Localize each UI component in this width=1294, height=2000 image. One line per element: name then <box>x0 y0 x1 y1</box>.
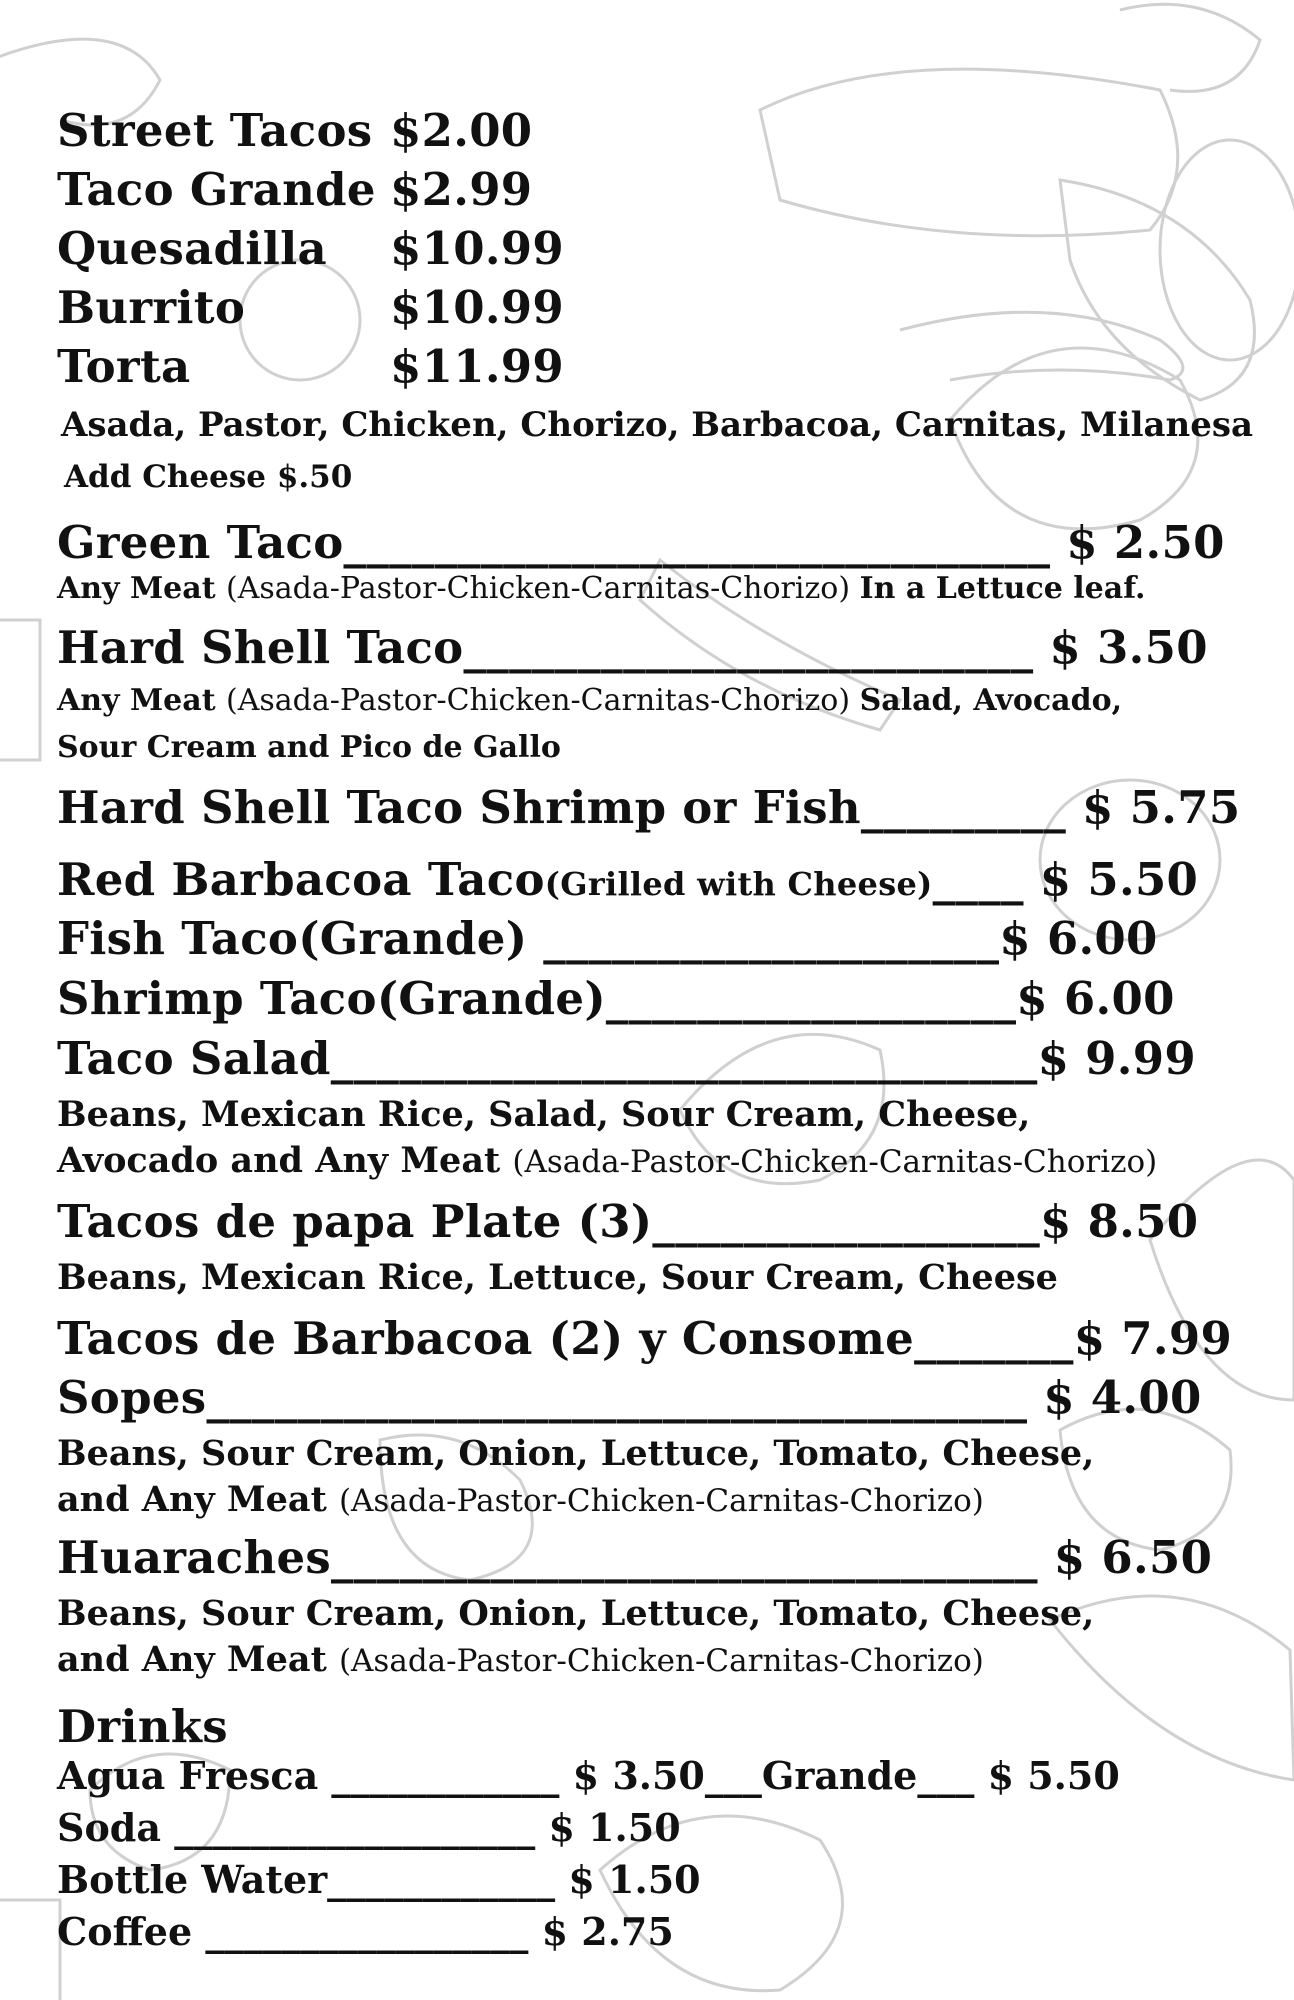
menu-item-name: Torta <box>57 340 191 393</box>
red-barbacoa-title <box>57 853 1199 906</box>
desc-bold: and Any Meat <box>57 1479 339 1520</box>
tacos-papa-title: Tacos de papa Plate (3)_________________$ 8.50 <box>57 1195 1199 1248</box>
item-note: (Grilled with Cheese) <box>544 865 933 903</box>
menu-item-price: $2.99 <box>390 163 533 216</box>
meat-list: (Asada-Pastor-Chicken-Carnitas-Chorizo) <box>338 1643 984 1679</box>
meat-list: (Asada-Pastor-Chicken-Carnitas-Chorizo) <box>226 683 860 718</box>
taco-salad-title: Taco Salad_______________________________$ 9.99 <box>57 1032 1196 1085</box>
hard-shell-description <box>57 683 1123 718</box>
fish-taco-title: Fish Taco(Grande) ____________________$ 6.00 <box>57 912 1158 965</box>
menu-item-price: $10.99 <box>390 222 565 275</box>
sopes-desc-line2 <box>57 1479 984 1520</box>
desc-bold: Any Meat <box>57 571 226 606</box>
green-taco-title: Green Taco_______________________________ $ 2.50 <box>57 516 1225 569</box>
meat-options: Asada, Pastor, Chicken, Chorizo, Barbacoa, Carnitas, Milanesa <box>61 405 1254 445</box>
sopes-title: Sopes____________________________________ $ 4.00 <box>57 1371 1202 1424</box>
drink-item: Soda ___________________ $ 1.50 <box>57 1805 681 1850</box>
item-name: Red Barbacoa Taco <box>57 853 545 906</box>
huaraches-title: Huaraches_______________________________ $ 6.50 <box>57 1531 1213 1584</box>
menu-item-name: Quesadilla <box>57 222 327 275</box>
huaraches-desc-line1: Beans, Sour Cream, Onion, Lettuce, Tomato, Cheese, <box>57 1593 1095 1634</box>
menu-item-price: $10.99 <box>390 281 565 334</box>
desc-bold: Salad, Avocado, <box>859 683 1123 718</box>
taco-salad-desc-line2 <box>57 1140 1158 1181</box>
tacos-barbacoa-title: Tacos de Barbacoa (2) y Consome_______$ 7.99 <box>57 1312 1233 1365</box>
desc-bold: and Any Meat <box>57 1639 339 1680</box>
desc-bold: Any Meat <box>57 683 226 718</box>
desc-bold: In a Lettuce leaf. <box>859 571 1146 606</box>
meat-list: (Asada-Pastor-Chicken-Carnitas-Chorizo) <box>226 571 860 606</box>
menu-item-name: Street Tacos <box>57 104 373 157</box>
menu-item-price: $2.00 <box>390 104 533 157</box>
drink-item: Coffee _________________ $ 2.75 <box>57 1909 674 1954</box>
menu-item-name: Burrito <box>57 281 246 334</box>
huaraches-desc-line2 <box>57 1639 984 1680</box>
hard-shell-shrimp-fish-title: Hard Shell Taco Shrimp or Fish_________ $ 5.75 <box>57 781 1241 834</box>
shrimp-taco-title: Shrimp Taco(Grande)__________________$ 6.00 <box>57 972 1175 1025</box>
tacos-papa-desc: Beans, Mexican Rice, Lettuce, Sour Cream, Cheese <box>57 1257 1058 1298</box>
drinks-heading: Drinks <box>57 1700 228 1753</box>
desc-bold: Avocado and Any Meat <box>57 1140 513 1181</box>
add-cheese-note: Add Cheese $.50 <box>64 459 353 495</box>
hard-shell-description-line2: Sour Cream and Pico de Gallo <box>57 730 561 765</box>
taco-salad-desc-line1: Beans, Mexican Rice, Salad, Sour Cream, Cheese, <box>57 1094 1031 1135</box>
item-price: ____ $ 5.50 <box>932 853 1199 906</box>
drink-item: Bottle Water____________ $ 1.50 <box>57 1857 701 1902</box>
meat-list: (Asada-Pastor-Chicken-Carnitas-Chorizo) <box>512 1144 1158 1180</box>
sopes-desc-line1: Beans, Sour Cream, Onion, Lettuce, Tomato, Cheese, <box>57 1433 1095 1474</box>
menu-item-price: $11.99 <box>390 340 565 393</box>
meat-list: (Asada-Pastor-Chicken-Carnitas-Chorizo) <box>338 1483 984 1519</box>
hard-shell-taco-title: Hard Shell Taco_________________________ $ 3.50 <box>57 621 1208 674</box>
green-taco-description <box>57 571 1146 606</box>
drink-item: Agua Fresca ____________ $ 3.50___Grande___ $ 5.50 <box>57 1753 1120 1798</box>
menu-item-name: Taco Grande <box>57 163 376 216</box>
